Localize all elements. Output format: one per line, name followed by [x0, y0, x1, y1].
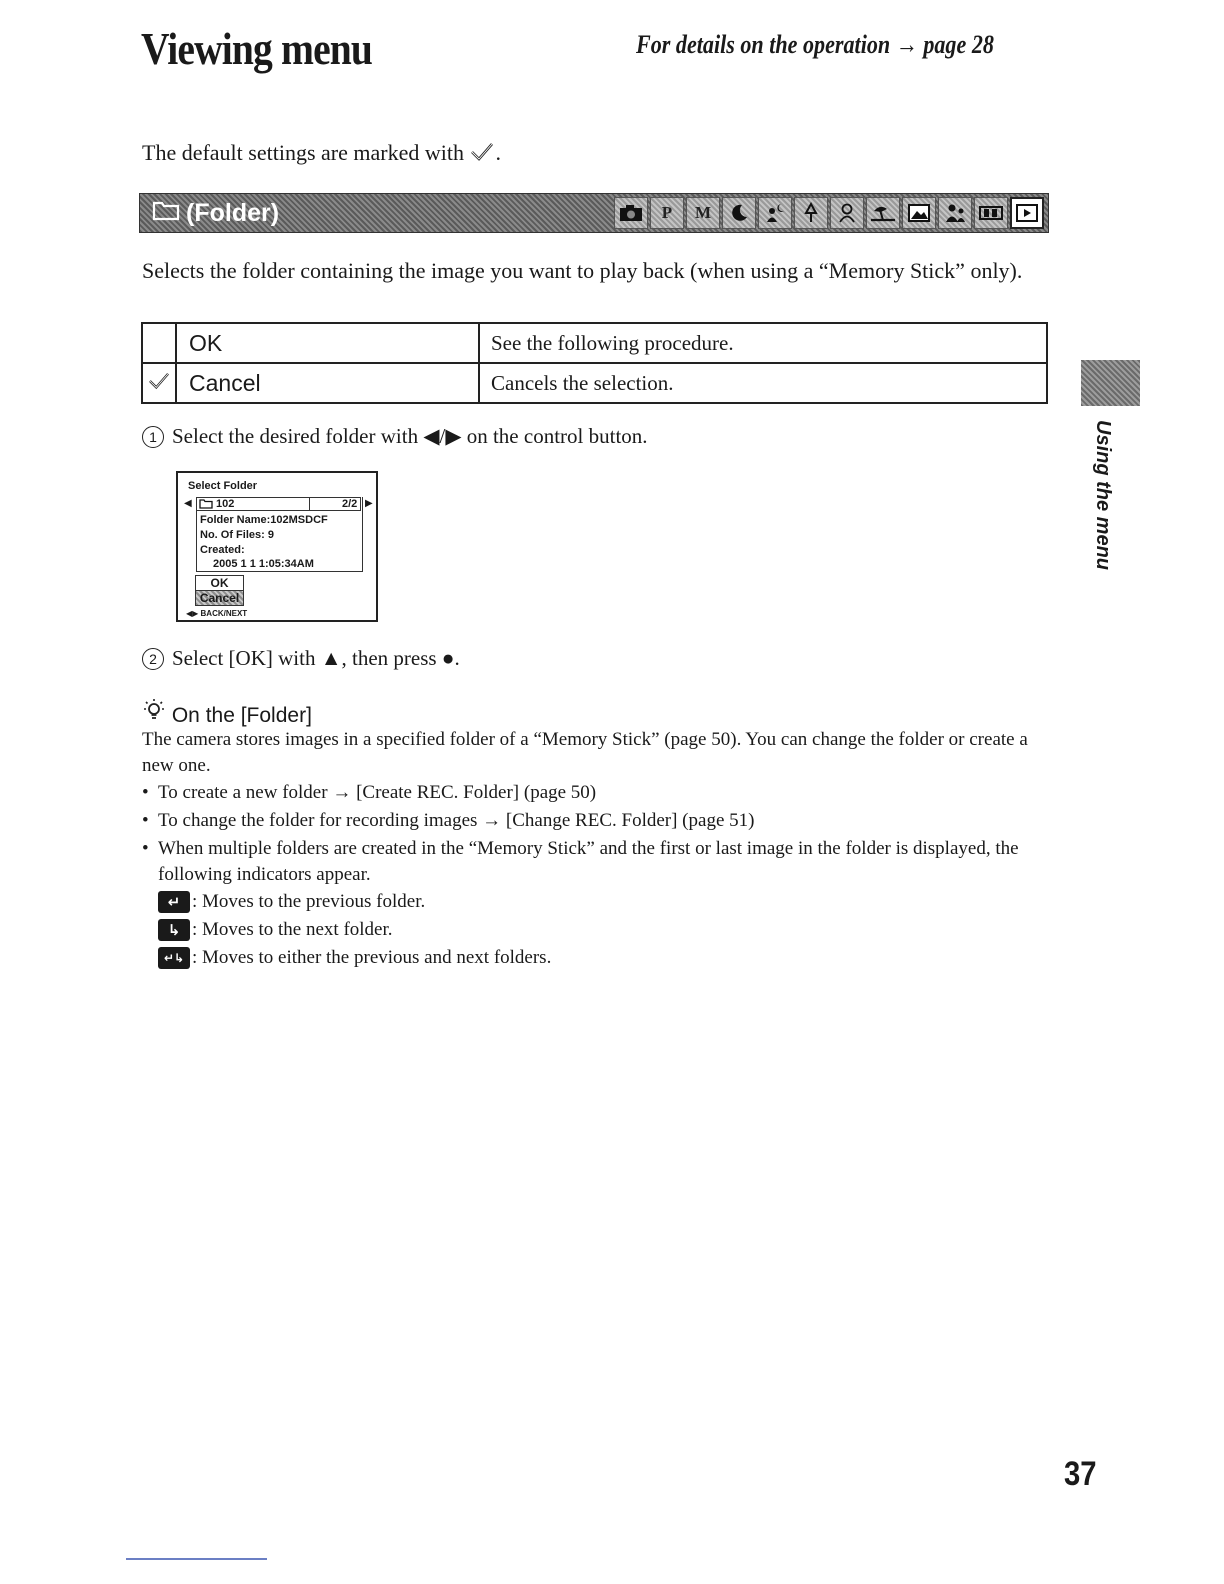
default-marker-cell — [142, 363, 176, 403]
portrait-icon — [830, 197, 864, 229]
bullet-text: To change the folder for recording images → [Change REC. Folder] (page 51) — [158, 810, 755, 831]
lcd-title: Select Folder — [188, 480, 258, 492]
beach-icon — [866, 197, 900, 229]
next-folder-icon: ↳ — [158, 919, 190, 941]
lcd-divider — [309, 497, 310, 511]
bullet-dot: • — [142, 782, 149, 803]
movie-icon — [974, 197, 1008, 229]
step-number: 1 — [142, 426, 164, 448]
table-row — [142, 323, 1047, 363]
bullet-dot: • — [142, 838, 149, 859]
folder-icon — [152, 199, 180, 228]
camera-auto-icon — [614, 197, 648, 229]
option-description: See the following procedure. — [479, 323, 1047, 363]
bullet-dot: • — [142, 810, 149, 831]
hint-body: The camera stores images in a specified folder of a “Memory Stick” (page 50). You can change the folder or create a new one. — [142, 729, 1028, 776]
indicator-row — [158, 945, 551, 971]
setting-description: Selects the folder containing the image you want to play back (when using a “Memory Stick” only). — [142, 258, 1023, 283]
default-note-text: The default settings are marked with — [142, 140, 464, 165]
hint-bullet — [142, 808, 1042, 834]
program-mode-icon: P — [650, 197, 684, 229]
soft-snap-icon — [902, 197, 936, 229]
lcd-right-arrow-icon: ▶ — [365, 498, 373, 509]
hint-bullet — [142, 780, 1042, 806]
lcd-page: 2/2 — [342, 498, 358, 510]
section-tab-label: Using the menu — [1092, 420, 1114, 571]
lcd-left-arrow-icon: ◀ — [184, 498, 192, 509]
option-description: Cancels the selection. — [479, 363, 1047, 403]
step-text: Select the desired folder with ◀/▶ on the control button. — [172, 424, 648, 448]
page-title: Viewing menu — [141, 23, 373, 74]
details-reference: For details on the operation → page 28 — [636, 30, 994, 59]
folder-banner — [139, 193, 1049, 233]
step-1 — [142, 424, 648, 449]
lcd-folder-icon — [199, 498, 213, 512]
step-number: 2 — [142, 648, 164, 670]
default-check-icon — [469, 141, 495, 169]
previous-folder-icon: ↵ — [158, 891, 190, 913]
lcd-cancel-button: Cancel — [195, 590, 244, 606]
both-folders-icon: ↵↳ — [158, 947, 190, 969]
table-row — [142, 363, 1047, 403]
hint-bulb-icon — [142, 704, 172, 727]
lcd-folder-name: Folder Name:102MSDCF — [200, 514, 328, 526]
banner-label — [152, 199, 279, 228]
mode-icon-row — [614, 197, 1044, 229]
lcd-folder-number: 102 — [216, 498, 235, 510]
indicator-text: : Moves to the previous folder. — [192, 891, 426, 912]
default-note — [142, 140, 501, 169]
bullet-text: When multiple folders are created in the “Memory Stick” and the first or last image in the folder is displayed, the following indicators appear. — [158, 838, 1019, 885]
page-number: 37 — [1064, 1455, 1097, 1493]
indicator-text: : Moves to either the previous and next folders. — [192, 947, 552, 968]
bullet-text: To create a new folder → [Create REC. Folder] (page 50) — [158, 782, 597, 803]
hint-bullet — [142, 836, 1022, 888]
indicator-row — [158, 917, 393, 943]
default-marker-cell — [142, 323, 176, 363]
banner-title: (Folder) — [186, 199, 280, 227]
lcd-ok-button: OK — [195, 575, 244, 591]
lcd-file-count: No. Of Files: 9 — [200, 529, 274, 541]
default-check-icon — [147, 378, 171, 395]
landscape-icon — [794, 197, 828, 229]
hint-title: On the [Folder] — [171, 704, 312, 727]
footer-rule — [126, 1558, 267, 1560]
indicator-row — [158, 889, 425, 915]
step-2 — [142, 646, 460, 671]
twilight-portrait-icon — [758, 197, 792, 229]
manual-mode-icon: M — [686, 197, 720, 229]
playback-icon — [1010, 197, 1044, 229]
snow-icon — [938, 197, 972, 229]
lcd-screen-illustration — [176, 471, 378, 622]
indicator-text: : Moves to the next folder. — [192, 919, 393, 940]
section-tab-marker — [1081, 360, 1140, 406]
default-note-end: . — [495, 140, 501, 165]
options-table — [141, 322, 1048, 404]
step-text: Select [OK] with ▲, then press ●. — [172, 646, 460, 670]
twilight-icon — [722, 197, 756, 229]
lcd-created-value: 2005 1 1 1:05:34AM — [213, 558, 314, 570]
option-name: OK — [176, 323, 479, 363]
option-name: Cancel — [176, 363, 479, 403]
lcd-nav-hint: ◀▶ BACK/NEXT — [186, 609, 248, 618]
section-tab — [1086, 420, 1116, 571]
hint-heading — [142, 698, 312, 728]
lcd-created-label: Created: — [200, 544, 245, 556]
